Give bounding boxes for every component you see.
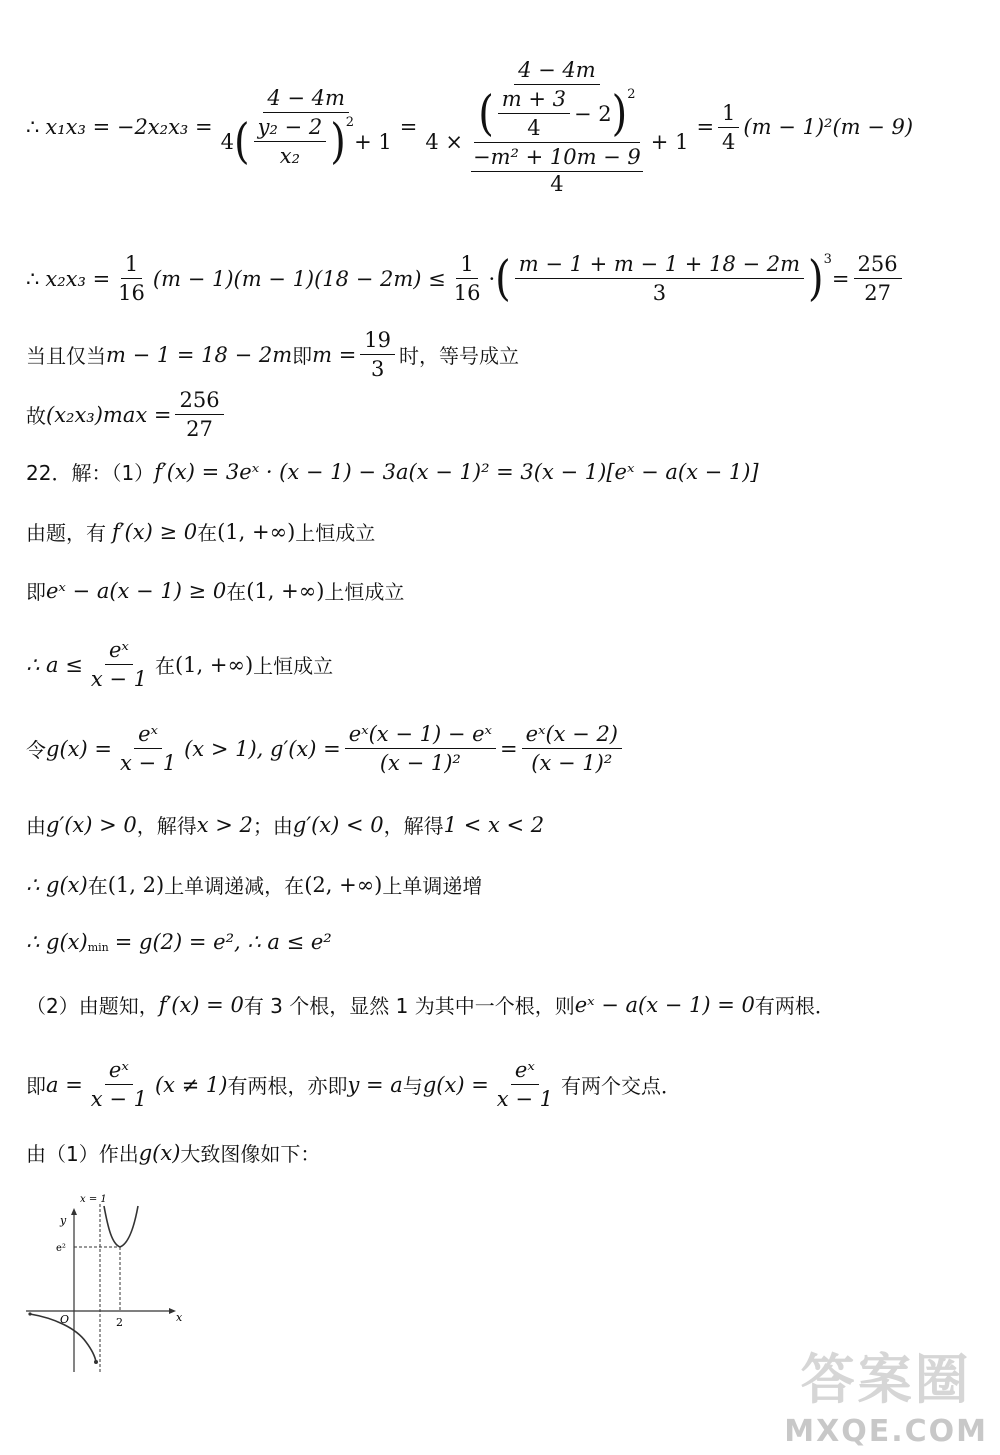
problem-22-derivative: 22．解：（1） f′(x) = 3eˣ · (x − 1) − 3a(x − 1)² = 3(x − 1)[eˣ − a(x − 1)] (26, 459, 759, 485)
equation-x1x3: ∴ x₁x₃ = −2x₂x₃ = 4 − 4m 4 ( $\frac{\text{y₂ − 2}}{\text{x₂}}$ ) $^2$ + 1 = 4 − 4m 4 × ( $\frac{m + 3}{4}$ − 2 ) $^2$ −m² + 10m − 9 4 + 1 = $\frac{1}{4}$ (m − 1)²(m − 9) (26, 58, 914, 196)
monotonic-intervals: ∴ g(x) 在 (1, 2) 上单调递减，在 (2, +∞) 上单调递增 (26, 872, 483, 898)
two-roots: 即 a = $\frac{\text{eˣ}}{x - 1}$ (x ≠ 1) 有两根，亦即 y = a 与 g(x) = $\frac{\text{eˣ}}{x - 1}$ 有两个交点． (26, 1058, 681, 1111)
a-bound: ∴ a ≤ $\frac{\text{eˣ}}{x - 1}$ 在 (1, +∞) 上恒成立 (26, 638, 334, 691)
graph-caption: 由（1）作出 g(x) 大致图像如下： (26, 1140, 321, 1166)
label-y: y (60, 1214, 67, 1227)
equality-condition: 当且仅当 m − 1 = 18 − 2m 即 m = $\frac{19}{3}$ 时，等号成立 (26, 328, 520, 381)
eq-lhs: x₁x₃ = −2x₂x₃ = (45, 115, 213, 139)
g-minimum: ∴ g(x) $_{min}$ = g(2) = e², ∴ a ≤ e² (26, 930, 332, 954)
endpoint-dot-left (28, 1312, 31, 1315)
label-origin: O (60, 1313, 70, 1326)
condition-line: 由题，有 f′(x) ≥ 0 在 (1, +∞) 上恒成立 (26, 519, 376, 545)
fraction: 4 − 4m 4 × ( $\frac{m + 3}{4}$ − 2 ) $^2$ −m² + 10m − 9 4 + 1 (425, 58, 689, 196)
monotonic-solve: 由 g′(x) > 0 ，解得 x > 2 ；由 g′(x) < 0 ，解得 1 < x < 2 (26, 812, 545, 838)
fraction: 4 − 4m 4 ( $\frac{\text{y₂ − 2}}{\text{x₂}}$ ) $^2$ + 1 (220, 86, 392, 170)
equivalent-condition: 即 eˣ − a(x − 1) ≥ 0 在 (1, +∞) 上恒成立 (26, 578, 405, 604)
g-definition: 令 g(x) = $\frac{\text{eˣ}}{x - 1}$ (x > 1), g′(x) = $\frac{\text{eˣ(x − 1) − eˣ}}{\text{(x − 1)²}}$ = $\frac{\text{eˣ(x − 2)}}{\text{(x − 1)²}}$ (26, 722, 626, 775)
watermark-logo: 答案圈 (800, 1348, 972, 1411)
function-graph (24, 1190, 194, 1380)
x-axis-arrow (169, 1308, 176, 1314)
label-x: x (176, 1311, 183, 1324)
watermark (784, 1337, 988, 1449)
label-e2: e² (56, 1243, 66, 1254)
y-axis-arrow (71, 1208, 77, 1215)
watermark-url: MXQE.COM (784, 1414, 988, 1449)
endpoint-dot (94, 1360, 98, 1364)
label-x-equals-1: x = 1 (80, 1194, 107, 1205)
label-2: 2 (116, 1316, 123, 1329)
therefore-symbol: ∴ (26, 115, 40, 139)
max-result: 故 (x₂x₃)max = $\frac{256}{27}$ (26, 388, 228, 441)
part-2-intro: （2）由题知， f′(x) = 0 有 3 个根，显然 1 为其中一个根，则 eˣ − a(x − 1) = 0 有两根． (26, 992, 835, 1018)
curve-right-branch (104, 1206, 138, 1247)
equation-x2x3: ∴ x₂x₃ = $\frac{1}{16}$ (m − 1)(m − 1)(18 − 2m) ≤ $\frac{1}{16}$ · ( $\frac{m - 1 + m - 1 + 18 - 2m}{3}$ ) $^3$ = $\frac{256}{27}$ (26, 252, 906, 305)
